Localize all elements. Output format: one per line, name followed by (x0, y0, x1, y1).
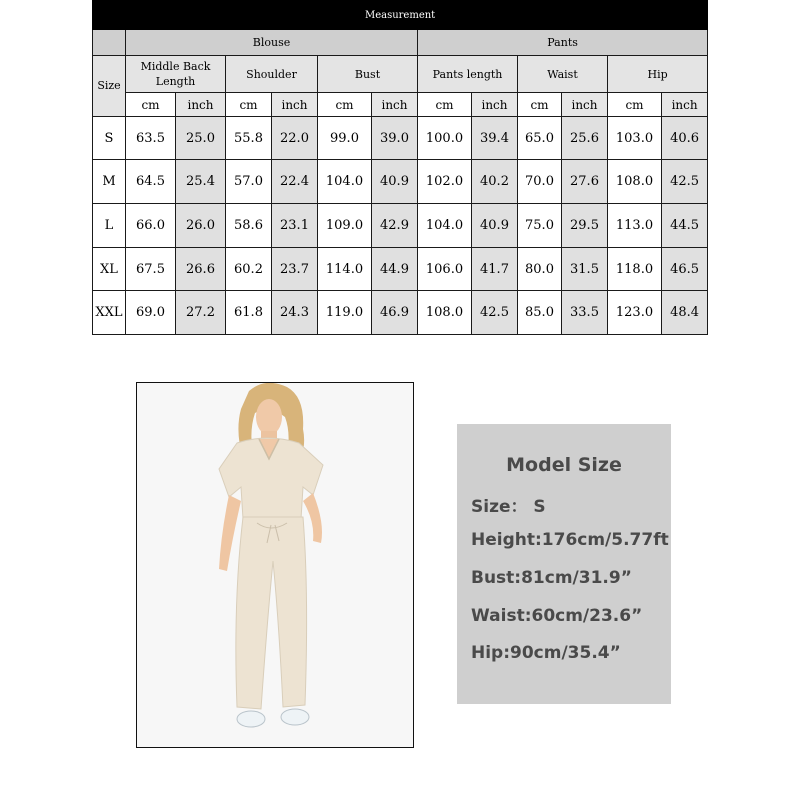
table-cell: 26.6 (176, 247, 226, 291)
table-cell: 41.7 (472, 247, 518, 291)
unit-header-inch: inch (662, 93, 708, 116)
table-cell: 39.0 (372, 116, 418, 160)
table-cell: 25.0 (176, 116, 226, 160)
unit-header-cm: cm (518, 93, 562, 116)
size-column-header: Size (93, 55, 126, 116)
table-cell: 123.0 (608, 291, 662, 335)
table-title: Measurement (93, 1, 708, 30)
unit-header-inch: inch (176, 93, 226, 116)
measure-header-waist: Waist (518, 55, 608, 93)
model-size-size: Size： S (471, 497, 546, 517)
table-cell: 22.4 (272, 160, 318, 204)
table-cell: 100.0 (418, 116, 472, 160)
size-chart-table (92, 0, 708, 335)
table-cell: 108.0 (608, 160, 662, 204)
table-cell: 39.4 (472, 116, 518, 160)
table-cell: 42.5 (472, 291, 518, 335)
table-cell: 23.7 (272, 247, 318, 291)
table-cell: 69.0 (126, 291, 176, 335)
table-cell: 57.0 (226, 160, 272, 204)
unit-header-cm: cm (318, 93, 372, 116)
group-corner (93, 30, 126, 55)
table-cell: 26.0 (176, 204, 226, 248)
group-pants: Pants (418, 30, 708, 55)
unit-header-inch: inch (372, 93, 418, 116)
table-cell: 114.0 (318, 247, 372, 291)
model-size-height: Height:176cm/5.77ft (471, 530, 669, 550)
table-cell: 25.4 (176, 160, 226, 204)
table-cell: 44.5 (662, 204, 708, 248)
unit-header-cm: cm (226, 93, 272, 116)
model-photo-illustration (137, 383, 414, 748)
group-blouse: Blouse (126, 30, 418, 55)
table-cell: 70.0 (518, 160, 562, 204)
table-cell: 25.6 (562, 116, 608, 160)
table-cell: 61.8 (226, 291, 272, 335)
table-cell: 33.5 (562, 291, 608, 335)
model-size-hip: Hip:90cm/35.4” (471, 643, 621, 663)
unit-header-inch: inch (272, 93, 318, 116)
table-cell: 40.2 (472, 160, 518, 204)
table-cell: 64.5 (126, 160, 176, 204)
table-cell: 27.6 (562, 160, 608, 204)
table-cell: 102.0 (418, 160, 472, 204)
table-cell: 104.0 (418, 204, 472, 248)
table-cell: 40.6 (662, 116, 708, 160)
table-cell: 40.9 (372, 160, 418, 204)
table-row (93, 204, 708, 248)
table-cell: 46.9 (372, 291, 418, 335)
table-cell: 99.0 (318, 116, 372, 160)
table-cell: 109.0 (318, 204, 372, 248)
table-cell: 60.2 (226, 247, 272, 291)
table-cell: 108.0 (418, 291, 472, 335)
unit-header-cm: cm (418, 93, 472, 116)
table-cell: 31.5 (562, 247, 608, 291)
table-row (93, 291, 708, 335)
table-cell: 104.0 (318, 160, 372, 204)
model-photo (136, 382, 414, 748)
model-size-bust: Bust:81cm/31.9” (471, 568, 632, 588)
measure-header-middle-back-length: Middle Back Length (126, 55, 226, 93)
table-cell: 23.1 (272, 204, 318, 248)
table-cell: 22.0 (272, 116, 318, 160)
unit-header-inch: inch (562, 93, 608, 116)
size-label: S (93, 116, 126, 160)
size-label: L (93, 204, 126, 248)
measure-header-shoulder: Shoulder (226, 55, 318, 93)
size-label: XL (93, 247, 126, 291)
table-cell: 27.2 (176, 291, 226, 335)
unit-header-cm: cm (608, 93, 662, 116)
table-cell: 24.3 (272, 291, 318, 335)
unit-header-inch: inch (472, 93, 518, 116)
table-cell: 103.0 (608, 116, 662, 160)
unit-header-cm: cm (126, 93, 176, 116)
table-cell: 118.0 (608, 247, 662, 291)
table-cell: 40.9 (472, 204, 518, 248)
measure-header-pants-length: Pants length (418, 55, 518, 93)
size-label: XXL (93, 291, 126, 335)
table-row (93, 116, 708, 160)
table-cell: 75.0 (518, 204, 562, 248)
model-size-waist: Waist:60cm/23.6” (471, 606, 643, 626)
table-cell: 42.5 (662, 160, 708, 204)
table-cell: 80.0 (518, 247, 562, 291)
measure-header-bust: Bust (318, 55, 418, 93)
table-cell: 63.5 (126, 116, 176, 160)
table-cell: 55.8 (226, 116, 272, 160)
model-size-card (457, 424, 671, 704)
table-cell: 46.5 (662, 247, 708, 291)
table-cell: 113.0 (608, 204, 662, 248)
table-cell: 85.0 (518, 291, 562, 335)
table-cell: 48.4 (662, 291, 708, 335)
table-cell: 58.6 (226, 204, 272, 248)
table-cell: 44.9 (372, 247, 418, 291)
table-cell: 29.5 (562, 204, 608, 248)
table-cell: 119.0 (318, 291, 372, 335)
table-row (93, 160, 708, 204)
measure-header-hip: Hip (608, 55, 708, 93)
table-cell: 65.0 (518, 116, 562, 160)
table-row (93, 247, 708, 291)
table-cell: 106.0 (418, 247, 472, 291)
model-size-title: Model Size (506, 454, 622, 476)
table-cell: 42.9 (372, 204, 418, 248)
table-cell: 67.5 (126, 247, 176, 291)
size-label: M (93, 160, 126, 204)
table-cell: 66.0 (126, 204, 176, 248)
